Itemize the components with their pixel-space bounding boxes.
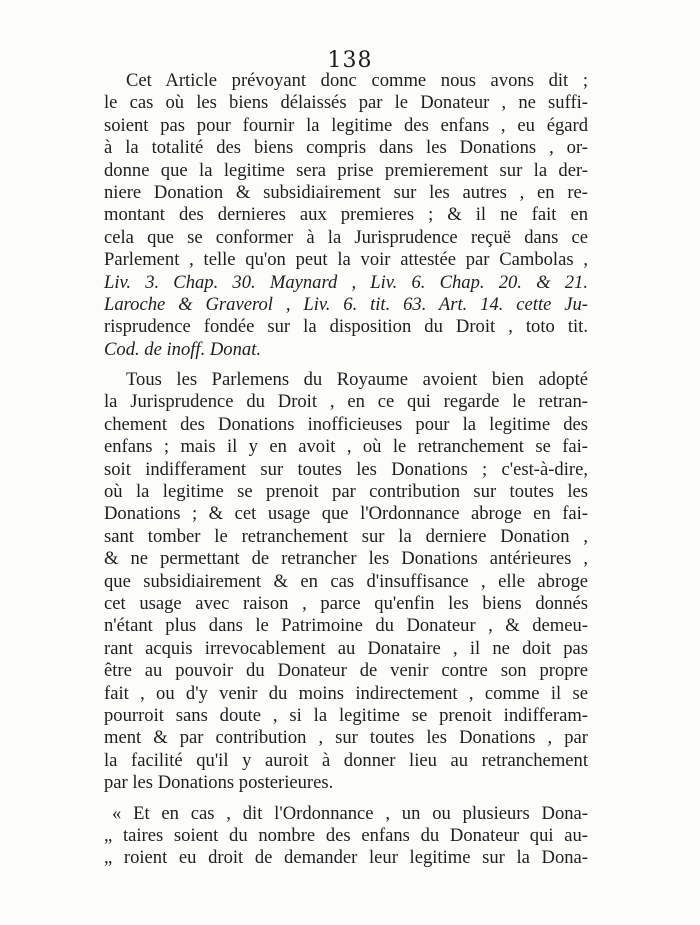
text-line: Donations ; & cet usage que l'Ordonnance abroge en fai-	[104, 503, 588, 525]
text-line-citation: Cod. de inoff. Donat.	[104, 338, 262, 360]
text-line-quote: „ roient eu droit de demander leur legitime sur la Dona-	[104, 847, 588, 869]
text-line: la Jurisprudence du Droit , en ce qui regarde le retran-	[104, 391, 588, 413]
text-line-quote: « Et en cas , dit l'Ordonnance , un ou plusieurs Dona-	[112, 802, 588, 824]
paragraph-2	[104, 369, 588, 794]
text-line: cet usage avec raison , parce qu'enfin les biens donnés	[104, 592, 588, 614]
text-line: Tous les Parlemens du Royaume avoient bien adopté	[126, 369, 588, 391]
text-line: la facilité qu'il y auroit à donner lieu au retranchement	[104, 749, 588, 771]
text-line: risprudence fondée sur la disposition du Droit , toto tit.	[104, 316, 588, 338]
text-line: donne que la legitime sera prise premierement sur la der-	[104, 159, 588, 181]
text-line: fait , ou d'y venir du moins indirectement , comme il se	[104, 682, 588, 704]
text-line: que subsidiairement & en cas d'insuffisance , elle abroge	[104, 570, 588, 592]
text-line: ment & par contribution , sur toutes les Donations , par	[104, 727, 588, 749]
text-line: rant acquis irrevocablement au Donataire , il ne doit pas	[104, 637, 588, 659]
text-line: Parlement , telle qu'on peut la voir attestée par Cambolas ,	[104, 249, 588, 271]
page-number: 138	[327, 48, 373, 73]
paragraph-1	[104, 70, 588, 361]
text-line: soient pas pour fournir la legitime des enfans , eu égard	[104, 114, 588, 136]
text-line: être au pouvoir du Donateur de venir contre son propre	[104, 660, 588, 682]
text-line: chement des Donations inofficieuses pour la legitime des	[104, 413, 588, 435]
text-line: montant des dernieres aux premieres ; & il ne fait en	[104, 204, 588, 226]
body-text	[104, 70, 588, 870]
text-line: par les Donations posterieures.	[104, 772, 334, 794]
paragraph-3	[104, 803, 588, 870]
text-line-quote: „ taires soient du nombre des enfans du Donateur qui au-	[104, 824, 588, 846]
text-line: Cet Article prévoyant donc comme nous avons dit ;	[126, 70, 588, 91]
text-line: sant tomber le retranchement sur la derniere Donation ,	[104, 525, 588, 547]
text-line-citation: Liv. 3. Chap. 30. Maynard , Liv. 6. Chap. 20. & 21.	[104, 271, 588, 293]
text-line: & ne permettant de retrancher les Donations antérieures ,	[104, 548, 588, 570]
text-line-citation: Laroche & Graverol , Liv. 6. tit. 63. Art. 14. cette Ju-	[104, 293, 588, 315]
text-line: n'étant plus dans le Patrimoine du Donateur , & demeu-	[104, 615, 588, 637]
text-line: soit indifferament sur toutes les Donations ; c'est-à-dire,	[104, 458, 588, 480]
text-line: niere Donation & subsidiairement sur les autres , en re-	[104, 181, 588, 203]
text-line: cela que se conformer à la Jurisprudence reçuë dans ce	[104, 226, 588, 248]
text-line: à la totalité des biens compris dans les Donations , or-	[104, 137, 588, 159]
text-line: où la legitime se prenoit par contribution sur toutes les	[104, 481, 588, 503]
text-line: enfans ; mais il y en avoit , où le retranchement se fai-	[104, 436, 588, 458]
text-line: pourroit sans doute , si la legitime se prenoit indifferam-	[104, 704, 588, 726]
text-line: le cas où les biens délaissés par le Donateur , ne suffi-	[104, 92, 588, 114]
